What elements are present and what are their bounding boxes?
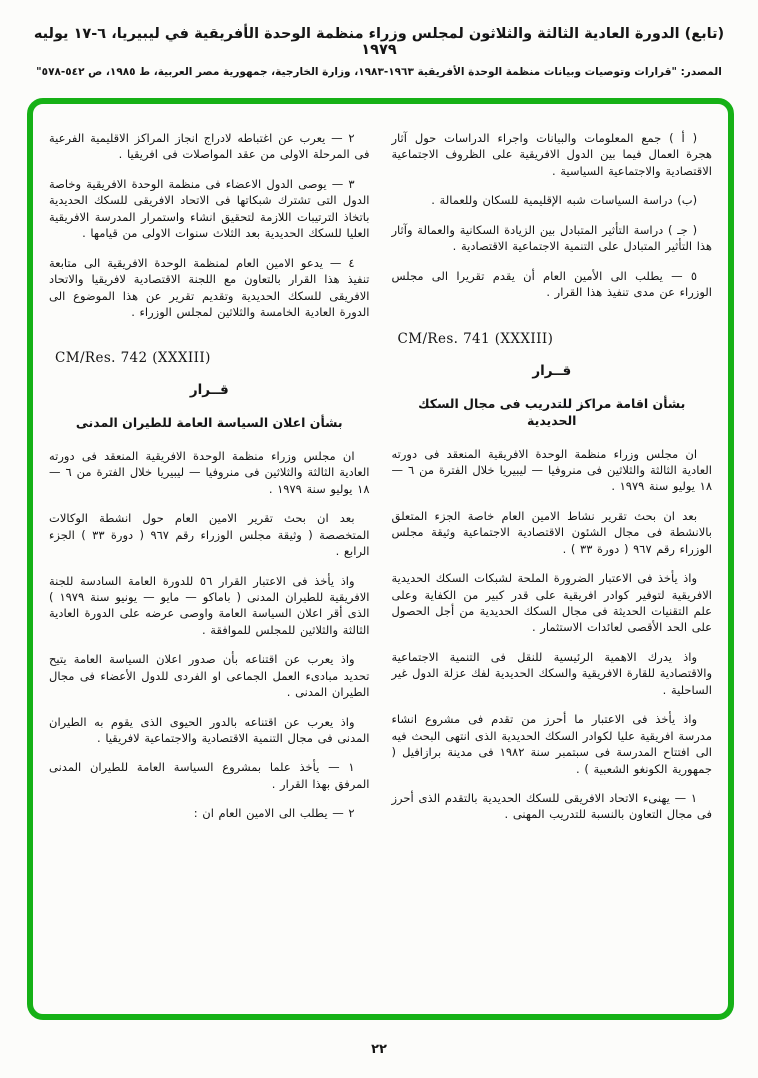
- operative-741-3: ٣ — يوصى الدول الاعضاء فى منظمة الوحدة الافريقية وخاصة الدول التى تشترك شبكاتها فى الاتحاد الافريقى للسكك الحديدية باتخاذ الترتيبات اللازمة لتحقيق انشاء واستمرار المدرسة الافريقية العليا للسكك الحديدية بعد الثلاث سنوات الاولى من قيامها .: [49, 176, 370, 241]
- source-citation: المصدر: "قرارات وتوصيات وبيانات منظمة الوحدة الأفريقية ١٩٦٣-١٩٨٣، وزارة الخارجية، جمهورية مصر العربية، ط ١٩٨٥، ص ٥٤٢-٥٧٨": [36, 66, 722, 78]
- page-number: ٢٢: [371, 1042, 387, 1057]
- page-header: [0, 26, 758, 78]
- preamble-741-2: بعد ان بحث تقرير نشاط الامين العام خاصة الجزء المتعلق بالانشطة فى مجال الشئون الاقتصادية الاجتماعية وثيقة مجلس الوزراء رقم ٩٦٧ ( دورة ٣٣ ) .: [391, 508, 712, 556]
- preamble-741-4: واذ يدرك الاهمية الرئيسية للنقل فى التنمية الاجتماعية والاقتصادية للقارة الافريقية والسكك الحديدية لفك عزلة الدول غير الساحلية .: [391, 649, 712, 697]
- right-column: [392, 130, 713, 1000]
- clause-c: ( جـ ) دراسة التأثير المتبادل بين الزيادة السكانية والعمالة وآثار هذا التأثير المتبادل على التنمية الاجتماعية الاقتصادية .: [391, 222, 712, 254]
- operative-paragraph-5: ٥ — يطلب الى الأمين العام أن يقدم تقريرا الى مجلس الوزراء عن مدى تنفيذ هذا القرار .: [391, 268, 712, 300]
- operative-741-2: ٢ — يعرب عن اغتباطه لادراج انجاز المراكز الاقليمية الفرعية فى المرحلة الاولى من عقد المواصلات فى افريقيا .: [49, 131, 370, 162]
- resolution-number-741: CM/Res. 741 (XXXIII): [397, 330, 554, 347]
- two-column-layout: [49, 130, 712, 1000]
- operative-742-1: ١ — يأخذ علما بمشروع السياسة العامة للطيران المدنى المرفق بهذا القرار .: [49, 760, 370, 791]
- operative-741-1: ١ — يهنىء الاتحاد الافريقى للسكك الحديدية بالتقدم الذى أحرز فى مجال التعاون بالنسبة للتدريب المهنى .: [391, 790, 712, 822]
- session-title: (تابع) الدورة العادية الثالثة والثلاثون لمجلس وزراء منظمة الوحدة الأفريقية في ليبيريا، ٦-١٧ يوليه ١٩٧٩: [33, 26, 725, 58]
- clause-b: (ب) دراسة السياسات شبه الإقليمية للسكان وللعمالة .: [431, 193, 698, 208]
- preamble-742-1: ان مجلس وزراء منظمة الوحدة الافريقية المنعقد فى دورته العادية الثالثة والثلاثين فى منروفيا — ليبيريا خلال الفترة من ٦ — ١٨ يوليو سنة ١٩٧٩ .: [49, 448, 370, 496]
- operative-742-2: ٢ — يطلب الى الامين العام ان :: [193, 806, 355, 821]
- resolution-subject-742: بشأن اعلان السياسة العامة للطيران المدنى: [75, 415, 343, 431]
- preamble-742-5: واذ يعرب عن اقتناعه بالدور الحيوى الذى يقوم به الطيران المدنى فى مجال التنمية الاقتصادية والاجتماعية لافريقيا .: [49, 714, 370, 745]
- content-frame: [27, 98, 734, 1020]
- preamble-741-1: ان مجلس وزراء منظمة الوحدة الافريقية المنعقد فى دورته العادية الثالثة والثلاثين فى منروفيا — ليبيريا خلال الفترة من ٦ — ١٨ يوليو سنة ١٩٧٩ .: [391, 446, 712, 494]
- operative-741-4: ٤ — يدعو الامين العام لمنظمة الوحدة الافريقية الى متابعة تنفيذ هذا القرار بالتعاون مع اللجنة الاقتصادية لافريقيا والاتحاد الافريقى للسكك الحديدية وتقديم تقرير عن هذا الموضوع الى الدورة العادية الخامسة والثلاثين لمجلس الوزراء .: [49, 255, 370, 319]
- preamble-742-2: بعد ان بحث تقرير الامين العام حول انشطة الوكالات المتخصصة ( وثيقة مجلس الوزراء رقم ٩٦٧ ( دورة ٣٣ ) الجزء الرابع .: [49, 511, 370, 559]
- page-footer: [0, 1038, 758, 1057]
- preamble-741-3: واذ يأخذ فى الاعتبار الضرورة الملحة لشبكات السكك الحديدية الافريقية لتوفير كوادر افريقية على قدر كبير من الكفاية وعلى علم التقنيات الحديثة فى مجال السكك الحديدية من أجل الحصول على الحد الأقصى لعائدات الاستثمار .: [391, 571, 712, 635]
- preamble-742-3: واذ يأخذ فى الاعتبار القرار ٥٦ للدورة العامة السادسة للجنة الافريقية للطيران المدنى ( باماكو — مايو — يونيو سنة ١٩٧٩ ) الذى أقر اعلان السياسة العامة واوصى عرضه على الدورة العادية الثالثة والثلاثين للمجلس للموافقة .: [49, 573, 370, 637]
- resolution-number-742: CM/Res. 742 (XXXIII): [55, 350, 211, 367]
- resolution-heading-742: قــرار: [189, 382, 229, 399]
- preamble-741-5: واذ يأخذ فى الاعتبار ما أحرز من تقدم فى مشروع انشاء مدرسة افريقية عليا لكوادر السكك الحديدية الذى انتهى البحث فيه الى افتتاح المدرسة فى سبتمبر سنة ١٩٨٢ فى مدينة برازافيل ( جمهورية الكونغو الشعبية ) .: [391, 712, 712, 776]
- resolution-heading-741: قــرار: [532, 362, 572, 379]
- preamble-742-4: واذ يعرب عن اقتناعه بأن صدور اعلان السياسة العامة يتيح تحديد مبادىء العمل الجماعى او الفردى للدول الأعضاء فى مجال الطيران المدنى .: [49, 652, 370, 700]
- left-column: [49, 130, 370, 1000]
- clause-a: ( أ ) جمع المعلومات والبيانات واجراء الدراسات حول آثار هجرة العمال فيما بين الدول الافريقية على الظروف الاجتماعية الاقتصادية والاجتماعية السياسية .: [391, 131, 712, 178]
- resolution-subject-741: بشأن اقامة مراكز للتدريب فى مجال السكك الحديدية: [418, 395, 686, 428]
